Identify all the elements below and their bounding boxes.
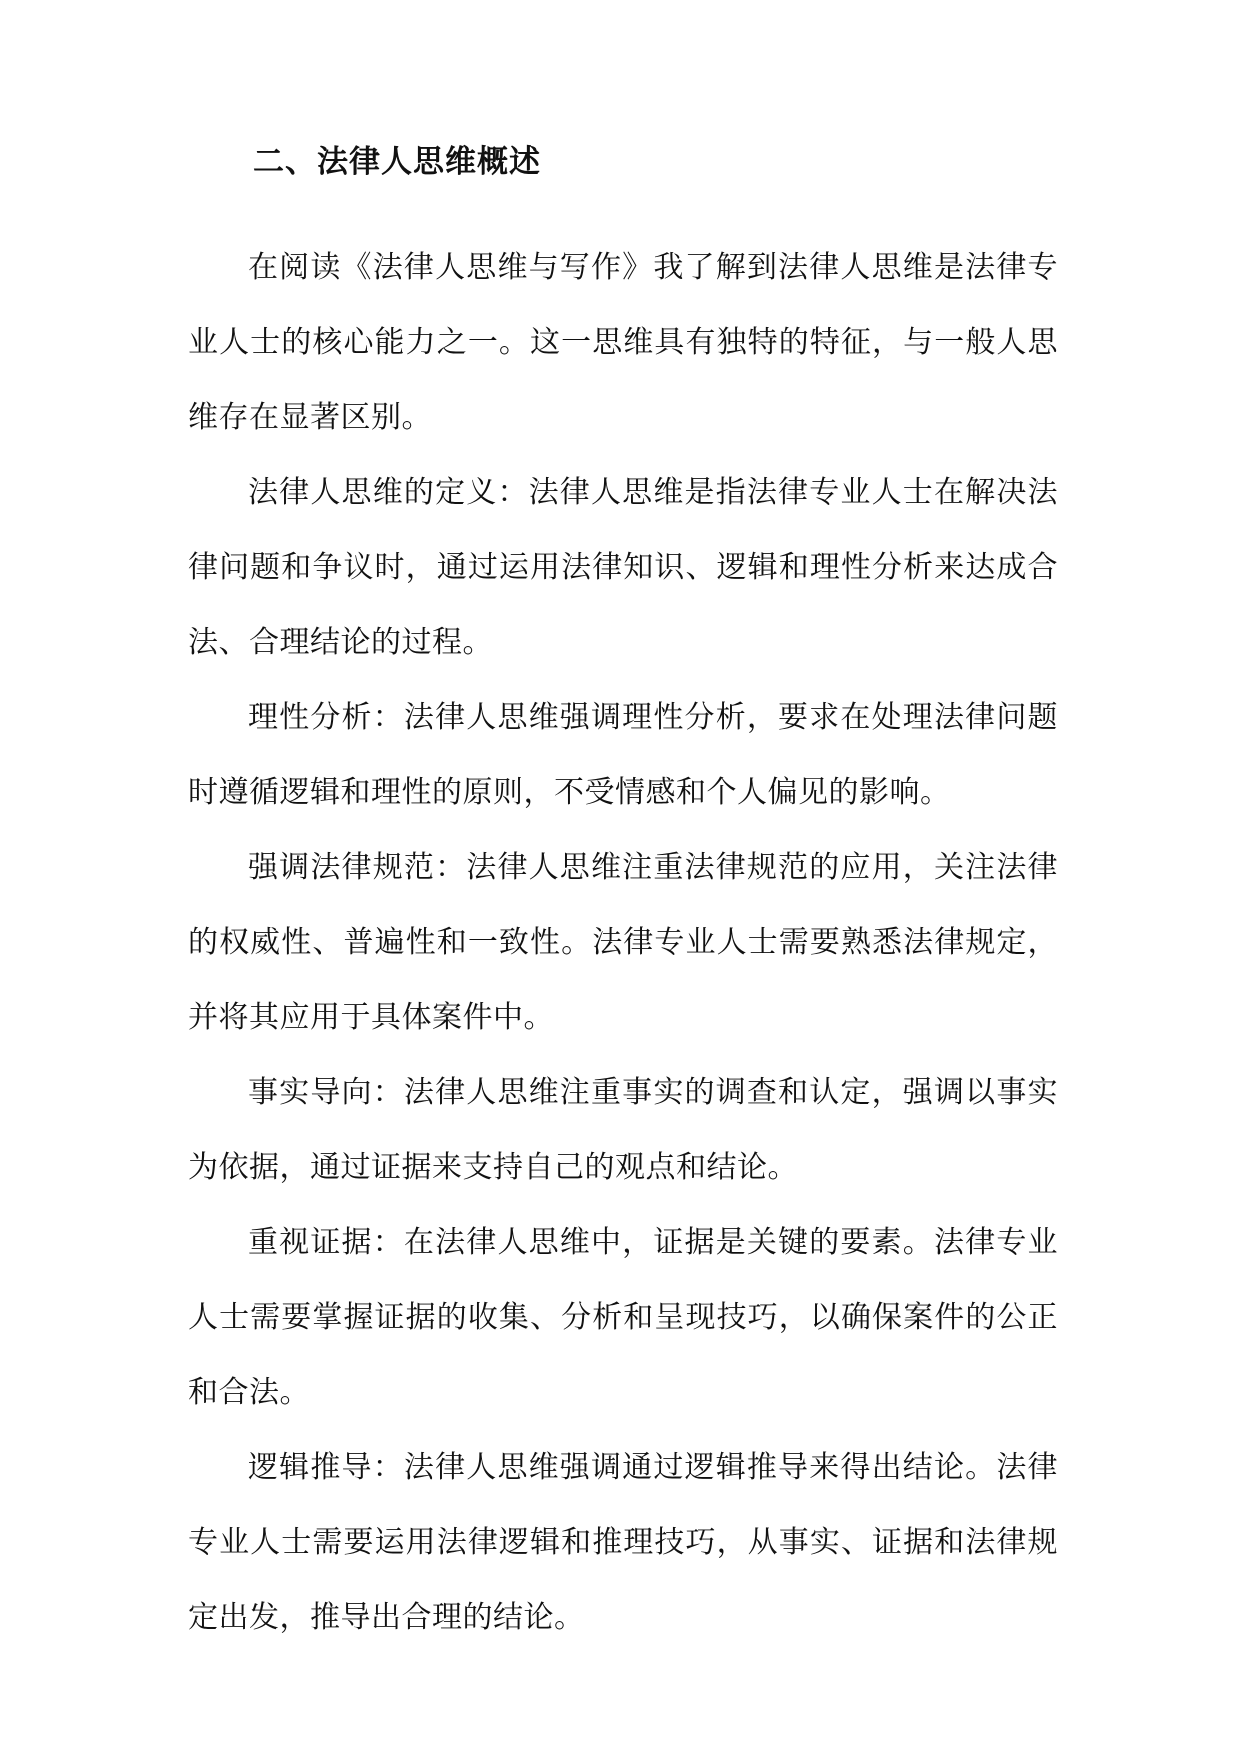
paragraph-logical-reasoning: 逻辑推导：法律人思维强调通过逻辑推导来得出结论。法律专业人士需要运用法律逻辑和推理技巧，从事实、证据和法律规定出发，推导出合理的结论。 bbox=[188, 1450, 1058, 1635]
paragraph-definition: 法律人思维的定义：法律人思维是指法律专业人士在解决法律问题和争议时，通过运用法律知识、逻辑和理性分析来达成合法、合理结论的过程。 bbox=[188, 475, 1058, 660]
document-body bbox=[188, 230, 1058, 1655]
paragraph-fact-oriented: 事实导向：法律人思维注重事实的调查和认定，强调以事实为依据，通过证据来支持自己的观点和结论。 bbox=[188, 1075, 1058, 1185]
paragraph-rational-analysis: 理性分析：法律人思维强调理性分析，要求在处理法律问题时遵循逻辑和理性的原则，不受情感和个人偏见的影响。 bbox=[188, 700, 1058, 810]
paragraph-evidence: 重视证据：在法律人思维中，证据是关键的要素。法律专业人士需要掌握证据的收集、分析和呈现技巧，以确保案件的公正和合法。 bbox=[188, 1225, 1058, 1410]
paragraph-legal-norms: 强调法律规范：法律人思维注重法律规范的应用，关注法律的权威性、普遍性和一致性。法律专业人士需要熟悉法律规定，并将其应用于具体案件中。 bbox=[188, 850, 1058, 1035]
paragraph-intro: 在阅读《法律人思维与写作》我了解到法律人思维是法律专业人士的核心能力之一。这一思维具有独特的特征，与一般人思维存在显著区别。 bbox=[188, 250, 1058, 435]
section-heading: 二、法律人思维概述 bbox=[253, 144, 541, 180]
